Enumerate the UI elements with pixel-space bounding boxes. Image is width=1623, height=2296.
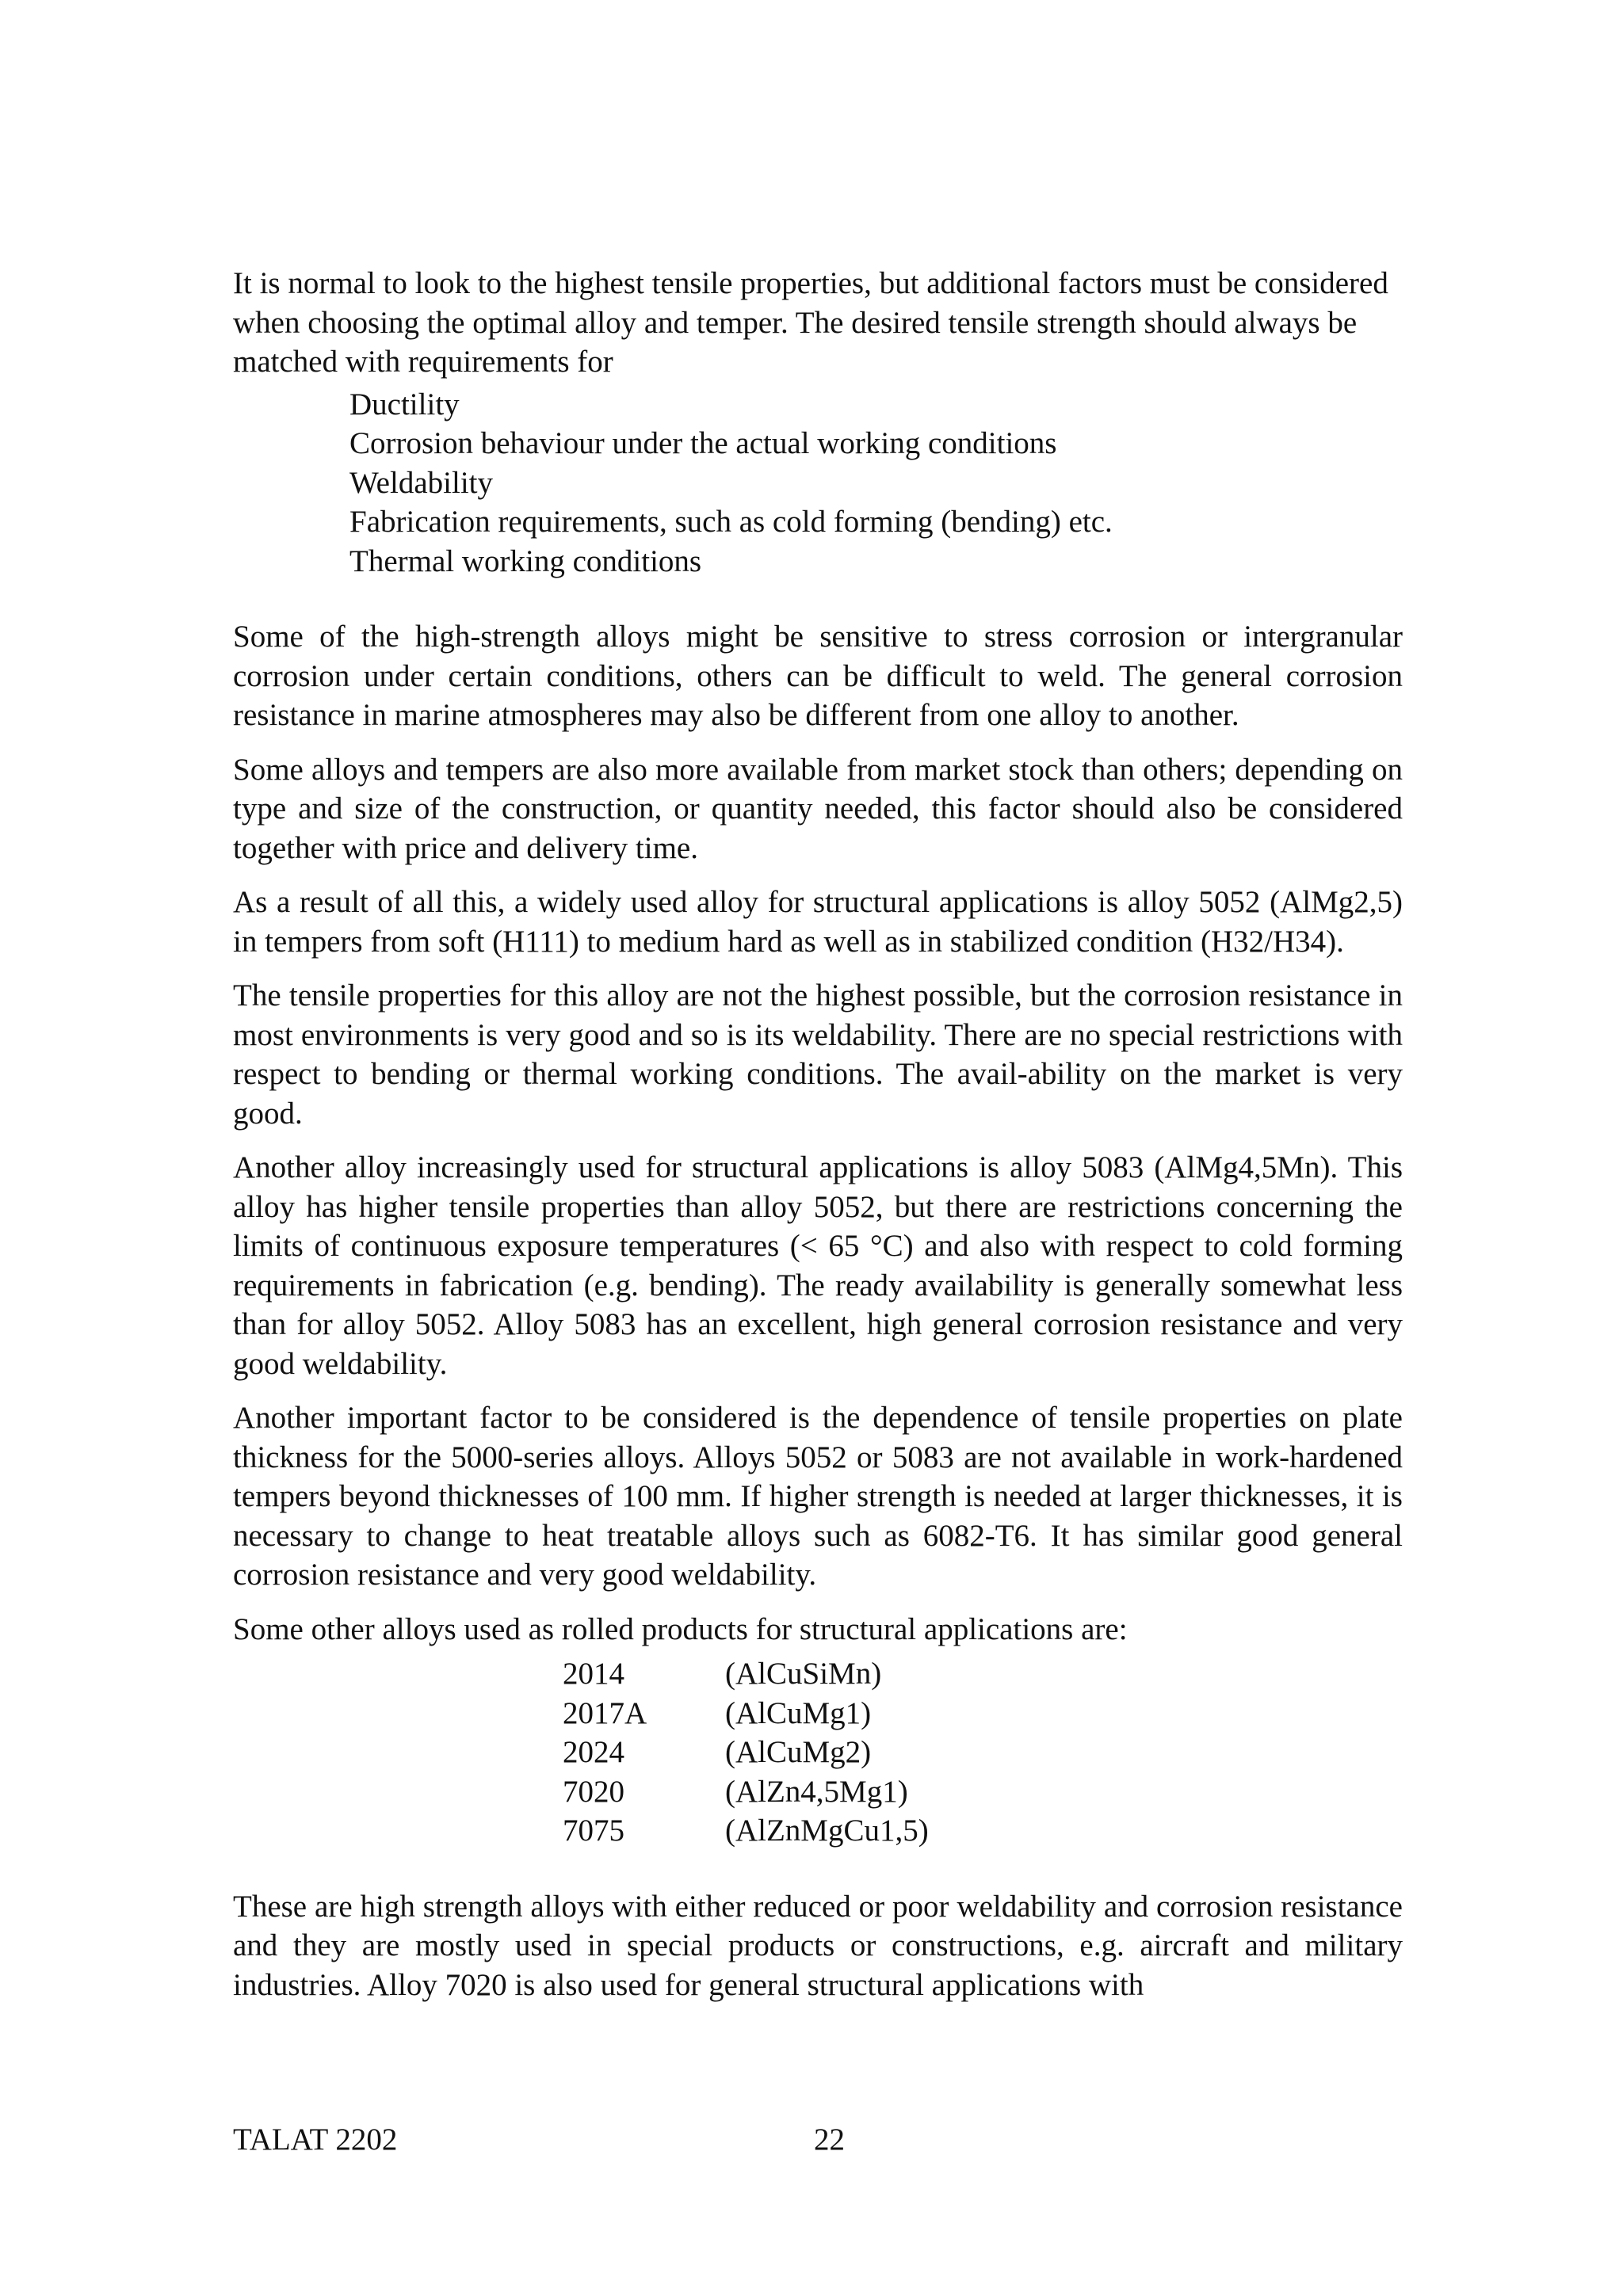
table-row	[563, 1733, 929, 1772]
table-row	[563, 1694, 929, 1733]
body-paragraph: Some of the high-strength alloys might be sensitive to stress corrosion or intergranular corrosion under certain conditions, others can be difficult to weld. The general corrosion resistance in marine atmospheres may also be different from one alloy to another.	[233, 620, 1403, 732]
table-row	[563, 1654, 929, 1694]
page-body	[233, 264, 1403, 2004]
body-paragraph: Another alloy increasingly used for structural applications is alloy 5083 (AlMg4,5Mn). This alloy has higher tensile properties than alloy 5052, but there are restrictions concerning the limits of continuous exposure temperatures (< 65 °C) and also with respect to cold forming requirements in fabrication (e.g. bending). The ready availability is generally somewhat less than for alloy 5052. Alloy 5083 has an excellent, high general corrosion resistance and very good weldability.	[233, 1150, 1403, 1381]
requirement-item: Ductility	[349, 387, 460, 421]
closing-paragraph: These are high strength alloys with either reduced or poor weldability and corrosion resistance and they are mostly used in special products or constructions, e.g. aircraft and military industries. Alloy 7020 is also used for general structural applications with	[233, 1889, 1403, 2002]
alloy-composition: (AlCuMg1)	[725, 1695, 872, 1730]
requirement-item: Thermal working conditions	[349, 543, 702, 578]
intro-paragraph: It is normal to look to the highest tensile properties, but additional factors must be considered when choosing the optimal alloy and temper. The desired tensile strength should always be matched with requirements for	[233, 266, 1388, 379]
alloy-code: 2024	[563, 1735, 624, 1769]
body-paragraph: As a result of all this, a widely used alloy for structural applications is alloy 5052 (AlMg2,5) in tempers from soft (H111) to medium hard as well as in stabilized condition (H32/H34).	[233, 885, 1403, 959]
alloy-composition: (AlZn4,5Mg1)	[725, 1774, 908, 1809]
alloy-code: 2014	[563, 1657, 624, 1691]
alloy-composition: (AlCuMg2)	[725, 1735, 872, 1769]
page-number: 22	[814, 2122, 845, 2157]
requirement-item: Weldability	[349, 465, 493, 500]
alloy-code: 2017A	[563, 1695, 647, 1730]
table-row	[563, 1811, 929, 1851]
requirement-item: Corrosion behaviour under the actual working conditions	[349, 426, 1057, 460]
alloy-table	[563, 1654, 929, 1851]
alloy-code: 7075	[563, 1814, 624, 1848]
alloy-code: 7020	[563, 1774, 624, 1809]
requirements-list	[233, 385, 1403, 582]
body-paragraph: Some alloys and tempers are also more available from market stock than others; depending on type and size of the construction, or quantity needed, this factor should also be considered together with price and delivery time.	[233, 752, 1403, 865]
footer-doc-id: TALAT 2202	[233, 2122, 398, 2157]
requirement-item: Fabrication requirements, such as cold forming (bending) etc.	[349, 505, 1113, 539]
body-paragraph: The tensile properties for this alloy are not the highest possible, but the corrosion resistance in most environments is very good and so is its weldability. There are no special restrictions with respect to bending or thermal working conditions. The avail-ability on the market is very good.	[233, 978, 1403, 1131]
alloy-composition: (AlZnMgCu1,5)	[725, 1814, 929, 1848]
body-paragraph: Another important factor to be considered is the dependence of tensile properties on plate thickness for the 5000-series alloys. Alloys 5052 or 5083 are not available in work-hardened tempers beyond thicknesses of 100 mm. If higher strength is needed at larger thicknesses, it is necessary to change to heat treatable alloys such as 6082-T6. It has similar good general corrosion resistance and very good weldability.	[233, 1401, 1403, 1592]
body-paragraph: Some other alloys used as rolled products for structural applications are:	[233, 1611, 1128, 1646]
alloy-composition: (AlCuSiMn)	[725, 1657, 882, 1691]
table-row	[563, 1772, 929, 1812]
